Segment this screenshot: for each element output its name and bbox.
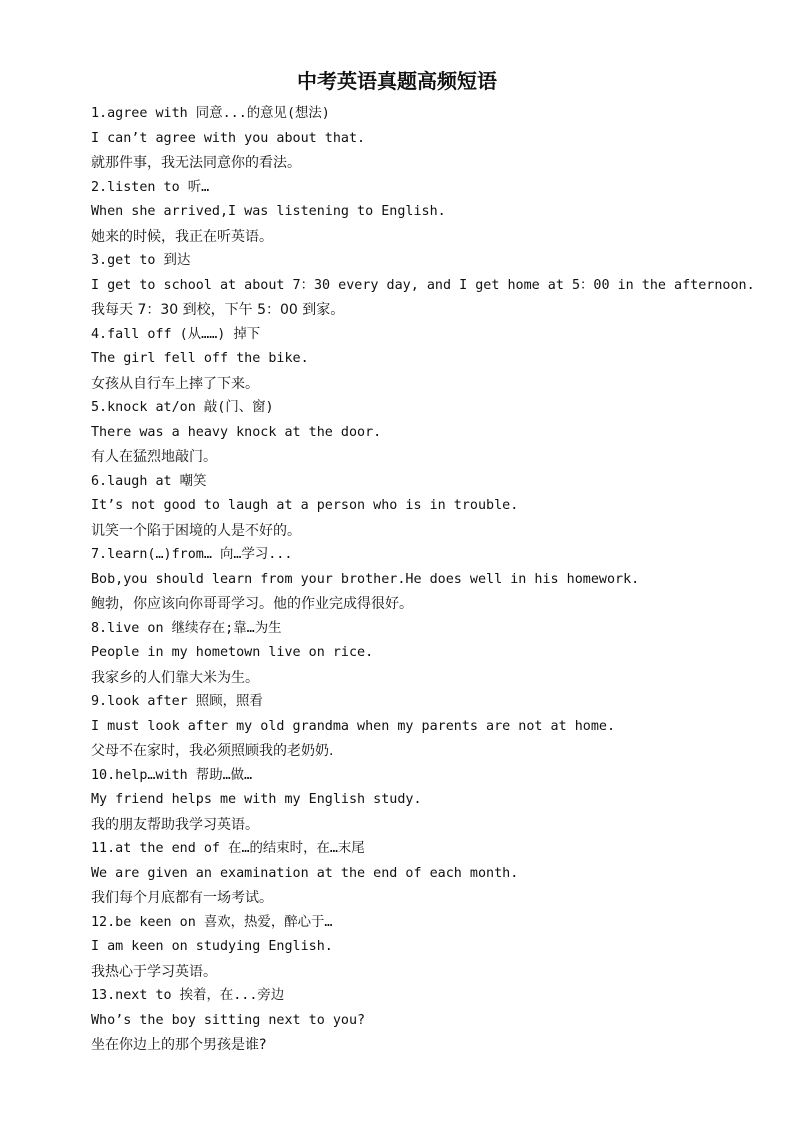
- chinese-translation: 鲍勃，你应该向你哥哥学习。他的作业完成得很好。: [91, 596, 413, 612]
- phrase-heading: 1.agree with 同意...的意见(想法): [91, 106, 330, 121]
- phrase-entry: [91, 323, 771, 397]
- phrase-entry: [91, 617, 771, 691]
- page-title: 中考英语真题高频短语: [297, 69, 497, 93]
- phrase-heading: 4.fall off (从……) 掉下: [91, 326, 261, 342]
- phrase-heading: 3.get to 到达: [91, 253, 191, 268]
- phrase-entry: [91, 837, 771, 911]
- example-sentence: We are given an examination at the end of each month.: [91, 865, 519, 881]
- phrase-entry: [91, 176, 771, 250]
- phrase-entry: [91, 102, 771, 176]
- phrase-entry: [91, 911, 771, 985]
- phrase-heading: 13.next to 挨着，在...旁边: [91, 988, 285, 1003]
- chinese-translation: 我热心于学习英语。: [91, 963, 217, 980]
- example-sentence: Who’s the boy sitting next to you?: [91, 1012, 366, 1028]
- chinese-translation: 我的朋友帮助我学习英语。: [91, 816, 259, 833]
- example-sentence: I get to school at about 7：30 every day, and I get home at 5：00 in the afternoon.: [91, 277, 755, 293]
- phrase-entry: [91, 396, 771, 470]
- chinese-translation: 女孩从自行车上摔了下来。: [91, 375, 259, 392]
- chinese-translation: 我家乡的人们靠大米为生。: [91, 669, 259, 686]
- chinese-translation: 就那件事，我无法同意你的看法。: [91, 155, 301, 171]
- phrase-list: [91, 102, 771, 1058]
- phrase-entry: [91, 984, 771, 1058]
- phrase-heading: 5.knock at/on 敲(门、窗): [91, 400, 274, 415]
- chinese-translation: 坐在你边上的那个男孩是谁?: [91, 1037, 267, 1053]
- chinese-translation: 父母不在家时，我必须照顾我的老奶奶.: [91, 743, 334, 759]
- phrase-heading: 6.laugh at 嘲笑: [91, 473, 207, 489]
- example-sentence: The girl fell off the bike.: [91, 351, 309, 366]
- chinese-translation: 我每天 7：30 到校，下午 5：00 到家。: [91, 302, 345, 318]
- phrase-entry: [91, 690, 771, 764]
- chinese-translation: 有人在猛烈地敲门。: [91, 449, 217, 465]
- example-sentence: I am keen on studying English.: [91, 939, 333, 954]
- chinese-translation: 她来的时候，我正在听英语。: [91, 228, 273, 245]
- phrase-heading: 11.at the end of 在…的结束时，在…末尾: [91, 841, 365, 856]
- phrase-heading: 10.help…with 帮助…做…: [91, 767, 253, 783]
- example-sentence: I must look after my old grandma when my parents are not at home.: [91, 718, 616, 734]
- phrase-entry: [91, 764, 771, 838]
- example-sentence: I can’t agree with you about that.: [91, 130, 366, 146]
- example-sentence: When she arrived,I was listening to English.: [91, 204, 446, 219]
- phrase-heading: 8.live on 继续存在;靠…为生: [91, 620, 282, 636]
- phrase-heading: 9.look after 照顾，照看: [91, 694, 263, 709]
- example-sentence: People in my hometown live on rice.: [91, 645, 374, 660]
- phrase-heading: 12.be keen on 喜欢，热爱，醉心于…: [91, 914, 333, 930]
- example-sentence: Bob,you should learn from your brother.He does well in his homework.: [91, 571, 640, 587]
- example-sentence: My friend helps me with my English study.: [91, 792, 422, 807]
- phrase-entry: [91, 249, 771, 323]
- phrase-entry: [91, 543, 771, 617]
- chinese-translation: 讥笑一个陷于困境的人是不好的。: [91, 522, 301, 539]
- phrase-heading: 7.learn(…)from… 向…学习...: [91, 547, 293, 562]
- chinese-translation: 我们每个月底都有一场考试。: [91, 890, 273, 906]
- phrase-heading: 2.listen to 听…: [91, 179, 210, 195]
- example-sentence: It’s not good to laugh at a person who is in trouble.: [91, 498, 519, 513]
- phrase-entry: [91, 470, 771, 544]
- example-sentence: There was a heavy knock at the door.: [91, 424, 382, 440]
